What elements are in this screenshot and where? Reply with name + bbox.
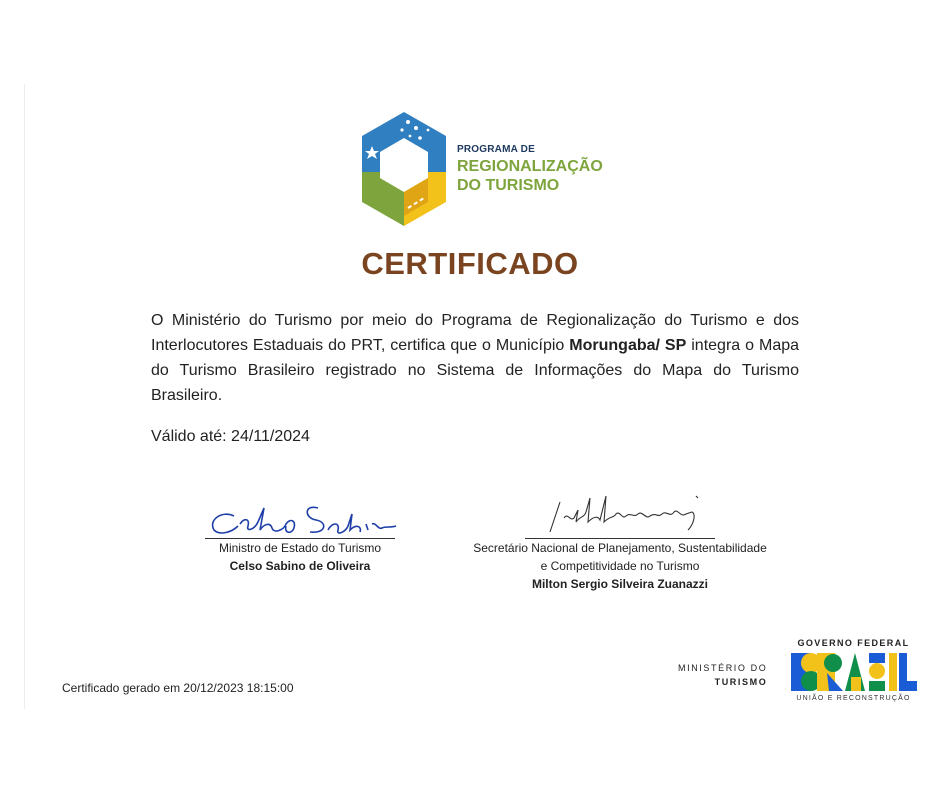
page-edge [24, 84, 25, 709]
gov-federal-logo [786, 638, 921, 702]
municipality: Morungaba/ SP [569, 337, 687, 354]
logo-line3: DO TURISMO [457, 177, 560, 194]
minister-name: Celso Sabino de Oliveira [229, 559, 371, 573]
prt-hexagon-icon [358, 108, 450, 230]
signature-minister-icon [200, 490, 400, 538]
body-part1: O Ministério do Turismo por meio do Programa de Regionalização do Turismo e dos Interlocutores Estaduais do PRT, certifica que o Município [151, 312, 799, 354]
gov-federal-label: GOVERNO FEDERAL [797, 638, 910, 648]
ministry-logo [678, 661, 767, 689]
secretary-name: Milton Sergio Silveira Zuanazzi [531, 577, 709, 591]
ministry-line2: TURISMO [714, 677, 768, 687]
certificate-body [151, 308, 799, 408]
minister-role: Ministro de Estado do Turismo [218, 541, 382, 555]
logo-line1: PROGRAMA DE [457, 144, 535, 155]
body-part2: integra o Mapa do Turismo Brasileiro registrado no Sistema de Informações do Mapa do Turismo Brasileiro. [151, 337, 800, 404]
generated-timestamp: Certificado gerado em 20/12/2023 18:15:00 [62, 681, 294, 695]
secretary-role-2: e Competitividade no Turismo [540, 559, 700, 573]
signature-secretary [455, 482, 785, 593]
gov-tagline: UNIÃO E RECONSTRUÇÃO [796, 695, 911, 702]
secretary-role: Secretário Nacional de Planejamento, Sustentabilidade [473, 541, 767, 555]
signature-secretary-icon [520, 482, 720, 538]
ministry-line1: MINISTÉRIO DO [678, 663, 768, 673]
logo-line2: REGIONALIZAÇÃO [457, 158, 603, 175]
signature-minister [190, 490, 410, 575]
prt-logo [358, 108, 603, 230]
brasil-logo-icon [789, 651, 919, 693]
certificate-title: CERTIFICADO [361, 246, 579, 281]
valid-until: Válido até: 24/11/2024 [151, 428, 310, 445]
